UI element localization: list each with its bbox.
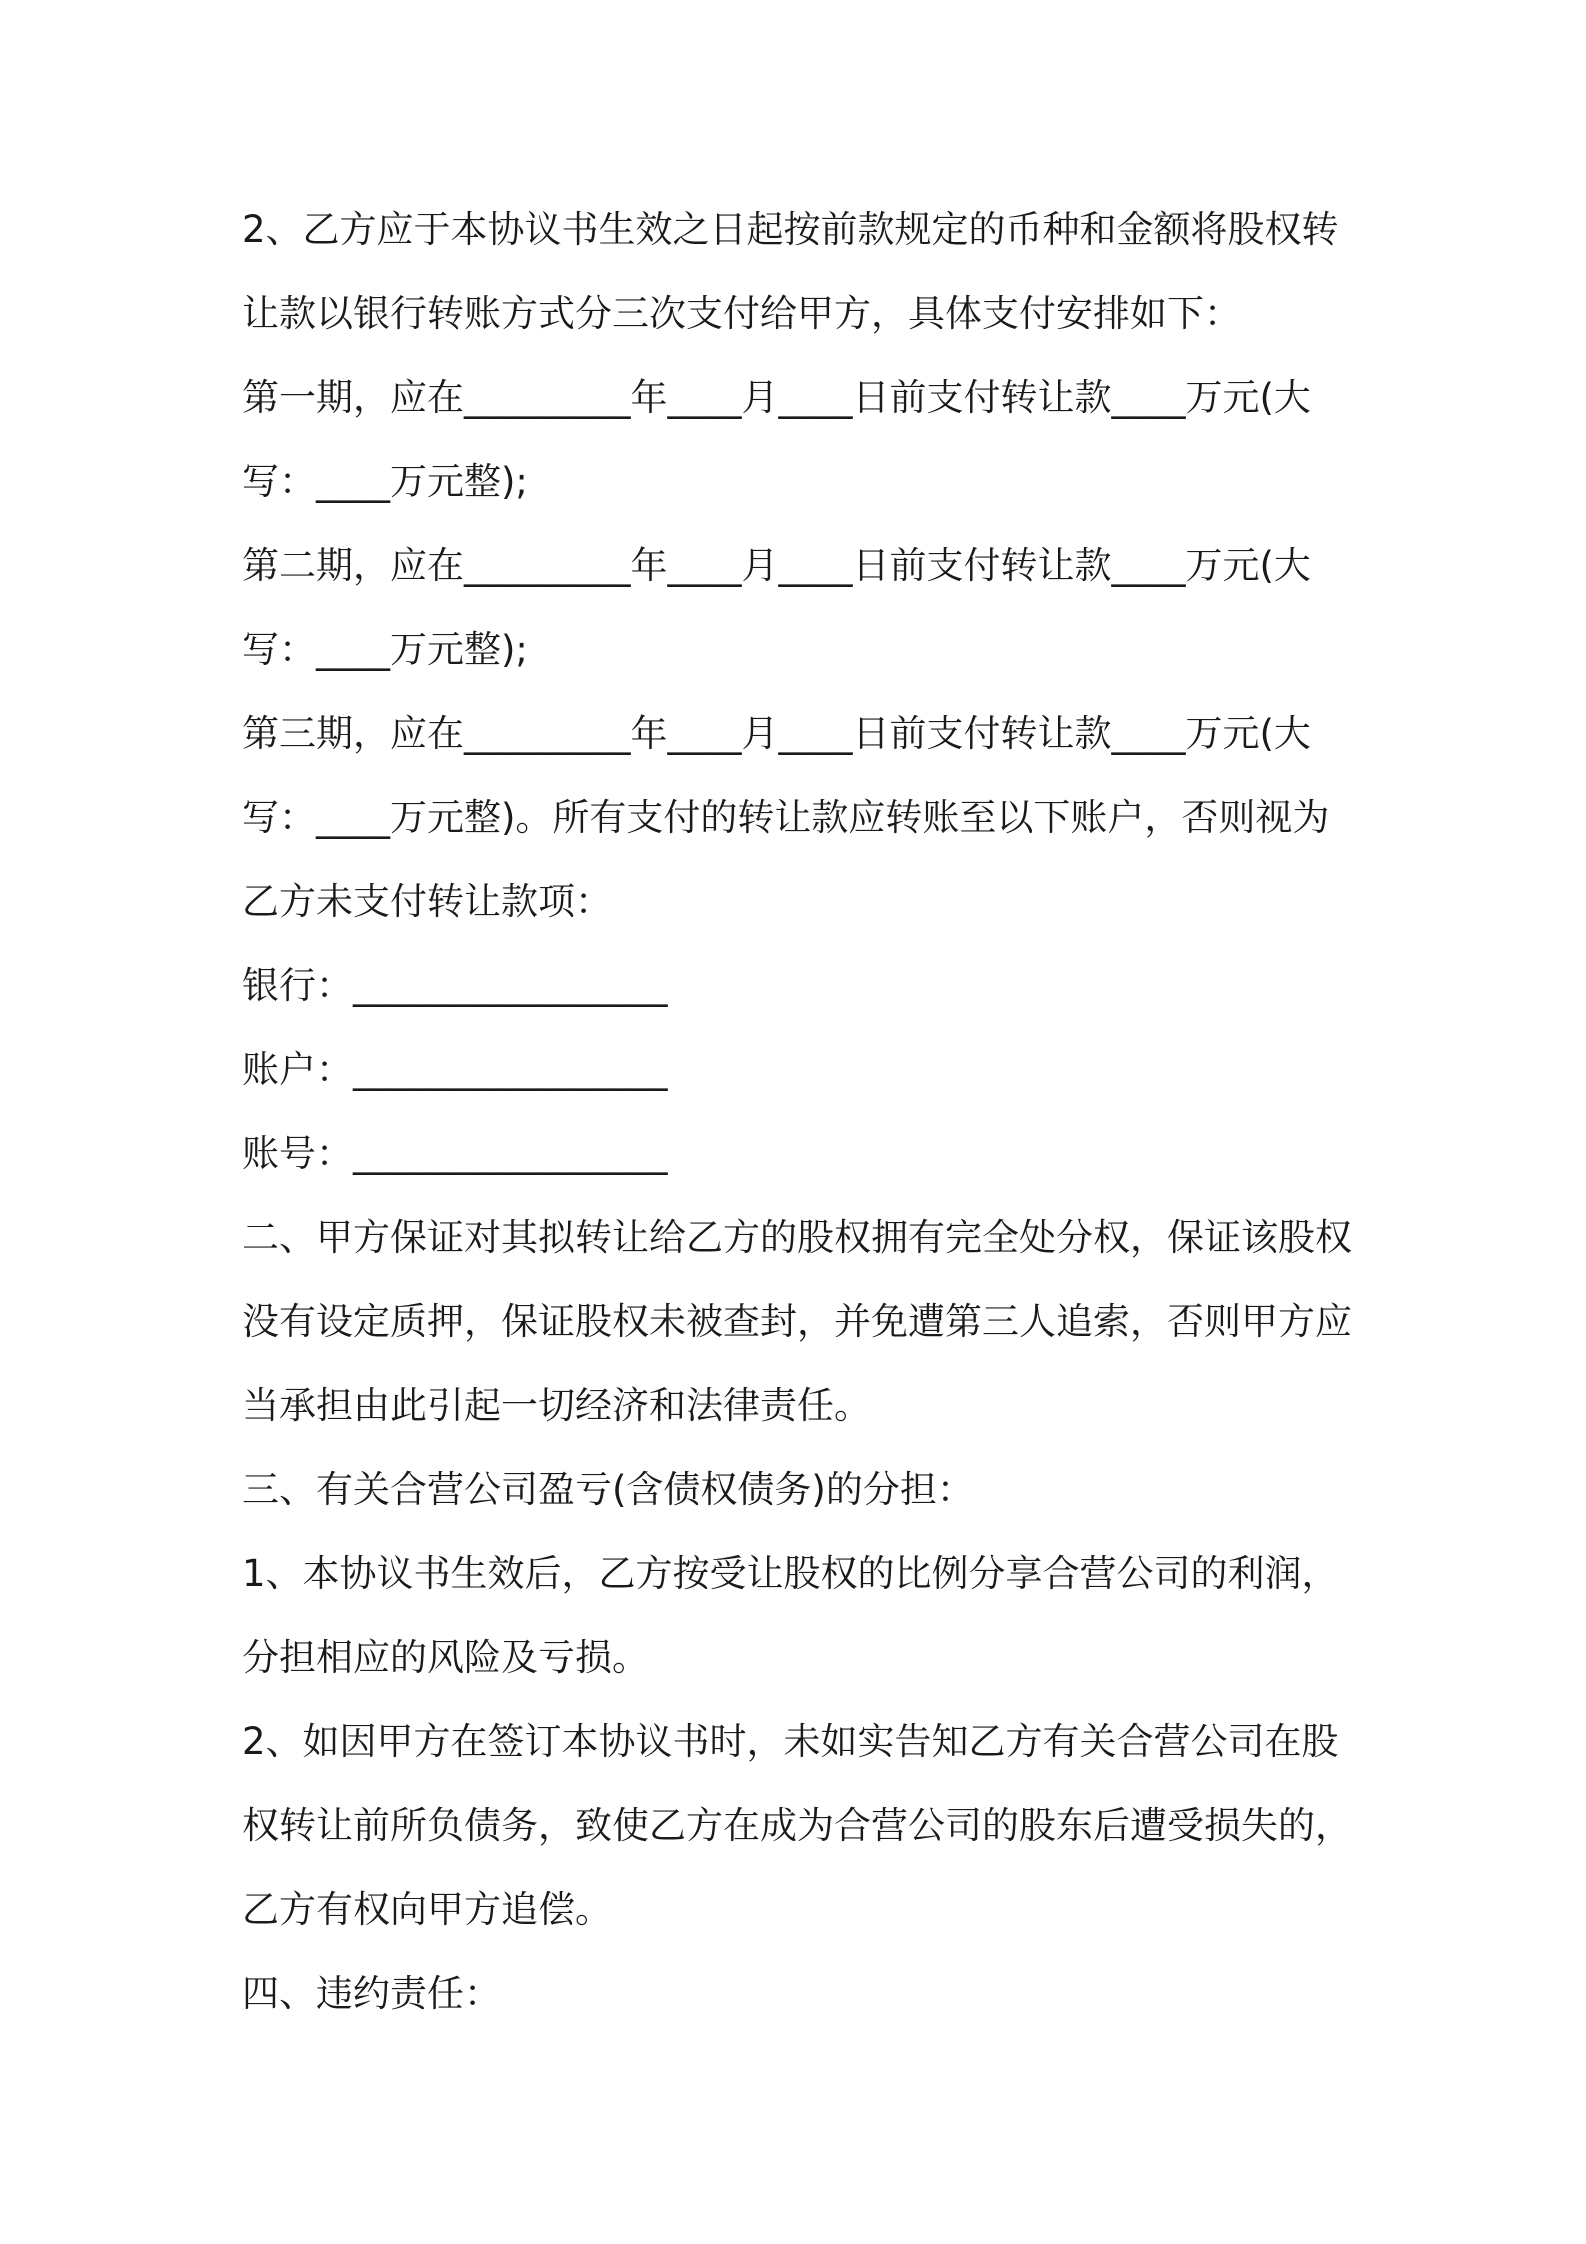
section-3-item-2-line-3: 乙方有权向甲方追偿。	[242, 1888, 612, 1931]
account-name-field: 账户：_________________	[242, 1048, 668, 1091]
document-body	[242, 198, 1362, 2046]
section-3-item-1-line-1: 1、本协议书生效后，乙方按受让股权的比例分享合营公司的利润，	[242, 1552, 1339, 1595]
account-number-field: 账号：_________________	[242, 1132, 668, 1175]
payment-clause-line-1: 2、乙方应于本协议书生效之日起按前款规定的币种和金额将股权转	[242, 208, 1339, 251]
installment-2-line-1: 第二期，应在_________年____月____日前支付转让款____万元(大	[242, 544, 1311, 587]
section-4-heading: 四、违约责任：	[242, 1972, 501, 2015]
installment-3-line-2: 写：____万元整)。所有支付的转让款应转账至以下账户，否则视为	[242, 796, 1330, 839]
section-2-line-1: 二、甲方保证对其拟转让给乙方的股权拥有完全处分权，保证该股权	[242, 1216, 1352, 1259]
payment-clause-line-2: 让款以银行转账方式分三次支付给甲方，具体支付安排如下：	[242, 292, 1241, 335]
installment-3-line-1: 第三期，应在_________年____月____日前支付转让款____万元(大	[242, 712, 1311, 755]
installment-1-line-1: 第一期，应在_________年____月____日前支付转让款____万元(大	[242, 376, 1311, 419]
installment-2-line-2: 写：____万元整);	[242, 628, 528, 671]
section-3-item-2-line-1: 2、如因甲方在签订本协议书时，未如实告知乙方有关合营公司在股	[242, 1720, 1339, 1763]
installment-1-line-2: 写：____万元整);	[242, 460, 528, 503]
bank-field: 银行：_________________	[242, 964, 668, 1007]
section-2-line-3: 当承担由此引起一切经济和法律责任。	[242, 1384, 871, 1427]
installment-3-line-3: 乙方未支付转让款项：	[242, 880, 612, 923]
section-3-item-1-line-2: 分担相应的风险及亏损。	[242, 1636, 649, 1679]
section-2-line-2: 没有设定质押，保证股权未被查封，并免遭第三人追索，否则甲方应	[242, 1300, 1352, 1343]
section-3-heading: 三、有关合营公司盈亏(含债权债务)的分担：	[242, 1468, 974, 1511]
section-3-item-2-line-2: 权转让前所负债务，致使乙方在成为合营公司的股东后遭受损失的，	[242, 1804, 1352, 1847]
